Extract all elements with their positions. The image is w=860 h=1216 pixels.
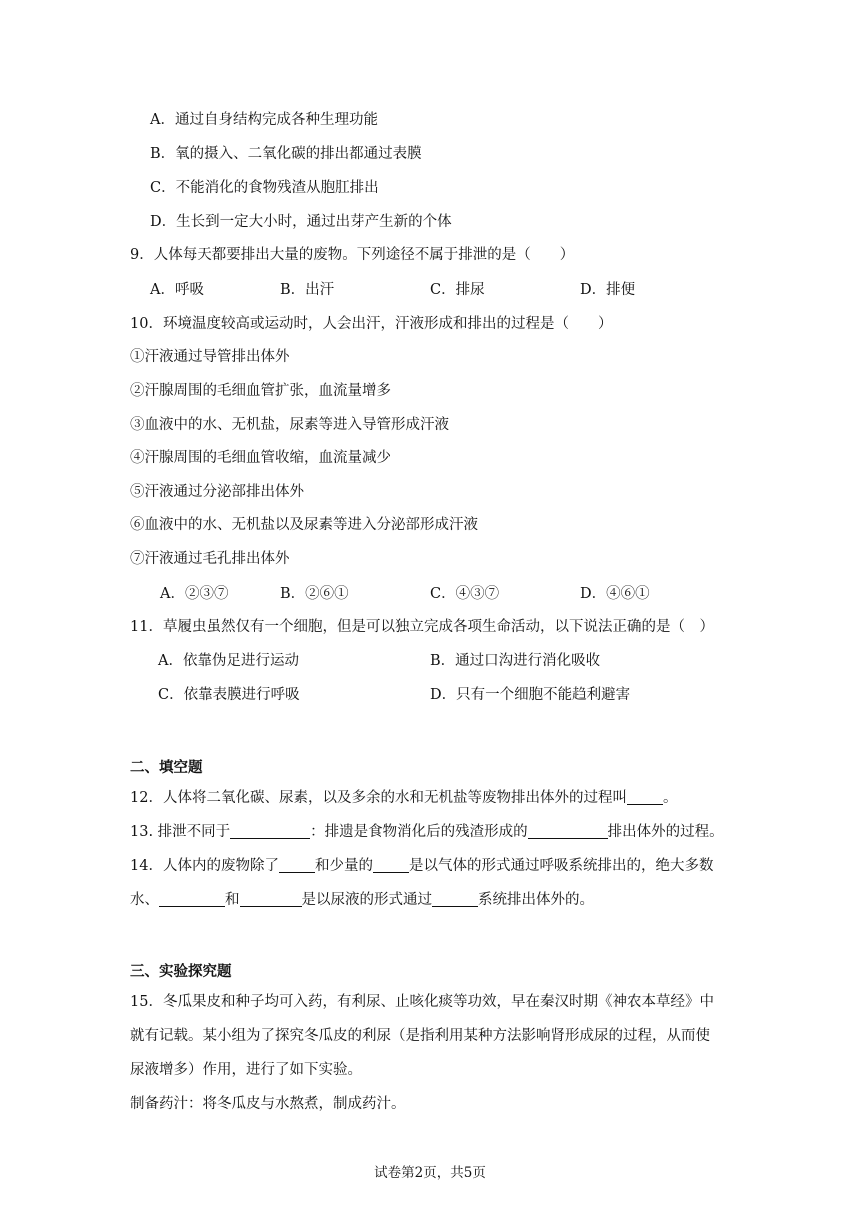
q14-answer-blank-3[interactable] xyxy=(159,891,225,907)
q12-end: 。 xyxy=(662,790,678,806)
section-3-title: 三、实验探究题 xyxy=(130,964,232,980)
q15-line-4: 制备药汁：将冬瓜皮与水熬煮，制成药汁。 xyxy=(130,1096,406,1112)
q13-text-1: 13. 排泄不同于 xyxy=(130,824,231,840)
q10-item-2: ②汗腺周围的毛细血管扩张，血流量增多 xyxy=(130,383,391,399)
q9-option-a: A．呼吸 xyxy=(150,282,204,298)
q13-text-2: ：排遗是食物消化后的残渣形成的 xyxy=(310,824,528,840)
q11-option-b: B．通过口沟进行消化吸收 xyxy=(430,653,601,669)
q9-stem: 9．人体每天都要排出大量的废物。下列途径不属于排泄的是（ ） xyxy=(130,247,575,263)
q10-stem: 10．环境温度较高或运动时，人会出汗，汗液形成和排出的过程是（ ） xyxy=(130,316,613,332)
q10-item-3: ③血液中的水、无机盐，尿素等进入导管形成汗液 xyxy=(130,417,449,433)
q15-line-1: 15．冬瓜果皮和种子均可入药，有利尿、止咳化痰等功效，早在秦汉时期《神农本草经》中 xyxy=(130,994,714,1010)
q14-answer-blank-2[interactable] xyxy=(373,857,409,873)
q11-option-c: C．依靠表膜进行呼吸 xyxy=(158,687,300,703)
q14-text-2: 和少量的 xyxy=(314,858,373,874)
q10-option-b: B．②⑥① xyxy=(280,586,349,602)
q14-text-5: 和 xyxy=(225,892,240,908)
q8-option-d: D．生长到一定大小时，通过出芽产生新的个体 xyxy=(150,214,452,230)
q10-option-c: C．④③⑦ xyxy=(430,586,500,602)
q11-stem: 11．草履虫虽然仅有一个细胞，但是可以独立完成各项生命活动，以下说法正确的是（ ） xyxy=(130,619,714,635)
q8-option-a: A．通过自身结构完成各种生理功能 xyxy=(150,112,378,128)
q13-answer-blank-1[interactable] xyxy=(230,823,310,839)
q14-text-6: 是以尿液的形式通过 xyxy=(301,892,432,908)
q9-option-d: D．排便 xyxy=(580,282,636,298)
q14-text-4: 水、 xyxy=(130,892,159,908)
q8-option-b: B．氧的摄入、二氧化碳的排出都通过表膜 xyxy=(150,146,422,162)
q10-item-7: ⑦汗液通过毛孔排出体外 xyxy=(130,551,290,567)
q11-option-d: D．只有一个细胞不能趋利避害 xyxy=(430,687,631,703)
q13-line xyxy=(130,822,724,842)
q10-item-6: ⑥血液中的水、无机盐以及尿素等进入分泌部形成汗液 xyxy=(130,517,478,533)
q14-answer-blank-5[interactable] xyxy=(432,891,478,907)
q10-option-d: D．④⑥① xyxy=(580,586,650,602)
q12-answer-blank[interactable] xyxy=(627,789,663,805)
q14-text-3: 是以气体的形式通过呼吸系统排出的，绝大多数 xyxy=(408,858,714,874)
q13-text-3: 排出体外的过程。 xyxy=(607,824,724,840)
q14-text-7: 系统排出体外的。 xyxy=(478,892,594,908)
q10-item-4: ④汗腺周围的毛细血管收缩，血流量减少 xyxy=(130,450,391,466)
q14-answer-blank-1[interactable] xyxy=(279,857,315,873)
q14-answer-blank-4[interactable] xyxy=(240,891,302,907)
q8-option-c: C．不能消化的食物残渣从胞肛排出 xyxy=(150,180,379,196)
q10-item-5: ⑤汗液通过分泌部排出体外 xyxy=(130,484,304,500)
q14-text-1: 14．人体内的废物除了 xyxy=(130,858,279,874)
q15-line-2: 就有记载。某小组为了探究冬瓜皮的利尿（是指利用某种方法影响肾形成尿的过程，从而使 xyxy=(130,1028,710,1044)
q10-item-1: ①汗液通过导管排出体外 xyxy=(130,349,290,365)
q14-line-2 xyxy=(130,890,594,910)
q9-option-c: C．排尿 xyxy=(430,282,485,298)
q9-option-b: B．出汗 xyxy=(280,282,335,298)
q12-line xyxy=(130,788,677,808)
q13-answer-blank-2[interactable] xyxy=(528,823,608,839)
section-2-title: 二、填空题 xyxy=(130,760,203,776)
q12-text: 12．人体将二氧化碳、尿素，以及多余的水和无机盐等废物排出体外的过程叫 xyxy=(130,790,627,806)
q15-line-3: 尿液增多）作用，进行了如下实验。 xyxy=(130,1062,362,1078)
page-footer: 试卷第2页，共5页 xyxy=(374,1165,486,1181)
q14-line-1 xyxy=(130,856,713,876)
q10-option-a: A．②③⑦ xyxy=(160,586,229,602)
q11-option-a: A．依靠伪足进行运动 xyxy=(158,653,299,669)
